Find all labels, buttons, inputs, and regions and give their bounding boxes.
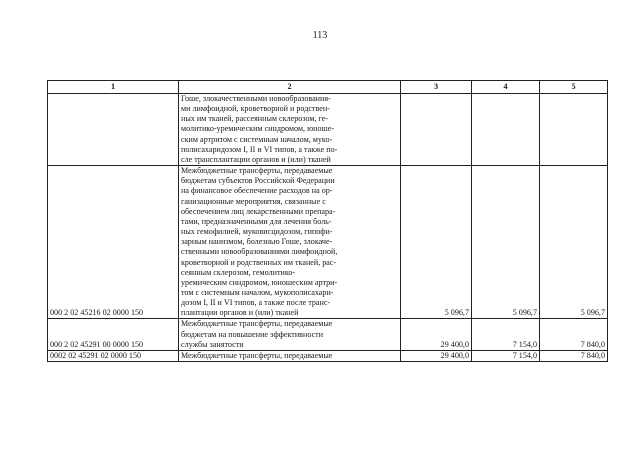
amount-col4: 5 096,7 <box>472 166 540 319</box>
name-line: ственными новообразованиями лимфоидной, <box>181 247 338 257</box>
table-header-row <box>48 81 608 94</box>
name-line: том с системным началом, мукополисахари- <box>181 287 334 297</box>
amount-col4: 7 154,0 <box>472 350 540 361</box>
name-line: полисахаридозом I, II и VI типов, а также по- <box>181 144 338 154</box>
amount-col3 <box>401 94 472 166</box>
name-line: Межбюджетные трансферты, передаваемые <box>181 166 333 176</box>
name-line: службы занятости <box>181 339 244 349</box>
amount-col3: 29 400,0 <box>401 350 472 361</box>
item-name <box>179 350 401 361</box>
column-header: 2 <box>179 81 401 94</box>
name-line: ных гемофилией, муковисцидозом, гипофи- <box>181 227 333 237</box>
column-header: 3 <box>401 81 472 94</box>
name-line: Межбюджетные трансферты, передаваемые <box>181 319 333 329</box>
name-line: тами, предназначенными для лечения боль- <box>181 216 332 226</box>
table-row <box>48 166 608 319</box>
item-name <box>179 166 401 319</box>
name-line: зарным нанизмом, болезнью Гоше, злокаче- <box>181 237 333 247</box>
name-line: сеянным склерозом, гемолитико- <box>181 267 296 277</box>
name-line: обеспечением лиц лекарственными препара- <box>181 206 336 216</box>
amount-col5 <box>540 94 608 166</box>
name-line: ми лимфоидной, кроветворной и родствен- <box>181 104 330 114</box>
classification-code <box>48 94 179 166</box>
name-line: кроветворной и родственных им тканей, рас- <box>181 257 337 267</box>
name-line: на финансовое обеспечение расходов на ор- <box>181 186 333 196</box>
name-line: плантации органов и (или) тканей <box>181 308 299 318</box>
page-number: 113 <box>312 30 328 41</box>
amount-col4: 7 154,0 <box>472 319 540 350</box>
name-line: бюджетам субъектов Российской Федерации <box>181 176 335 186</box>
classification-code: 000 2 02 45291 00 0000 150 <box>48 319 179 350</box>
amount-col5: 7 840,0 <box>540 319 608 350</box>
amount-col5: 5 096,7 <box>540 166 608 319</box>
name-line: ганизационные мероприятия, связанные с <box>181 196 326 206</box>
name-line: Гоше, злокачественными новообразования- <box>181 94 331 103</box>
classification-code: 0002 02 45291 02 0000 150 <box>48 350 179 361</box>
amount-col3: 29 400,0 <box>401 319 472 350</box>
budget-table <box>47 80 608 362</box>
table-row <box>48 94 608 166</box>
amount-col5: 7 840,0 <box>540 350 608 361</box>
name-line: Межбюджетные трансферты, передаваемые <box>181 350 333 360</box>
amount-col3: 5 096,7 <box>401 166 472 319</box>
column-header: 1 <box>48 81 179 94</box>
table-row <box>48 350 608 361</box>
amount-col4 <box>472 94 540 166</box>
name-line: уремическим синдромом, юношеским артри- <box>181 277 338 287</box>
item-name <box>179 94 401 166</box>
name-line: молитико-уремическим синдромом, юноше- <box>181 124 335 134</box>
name-line: ским артритом с системным началом, муко- <box>181 134 333 144</box>
column-header: 4 <box>472 81 540 94</box>
item-name <box>179 319 401 350</box>
name-line: ных им тканей, рассеянным склерозом, ге- <box>181 114 329 124</box>
name-line: сле трансплантации органов и (или) тканей <box>181 154 331 164</box>
classification-code: 000 2 02 45216 02 0000 150 <box>48 166 179 319</box>
name-line: дозом I, II и VI типов, а также после транс- <box>181 298 331 308</box>
table-row <box>48 319 608 350</box>
column-header: 5 <box>540 81 608 94</box>
name-line: бюджетам на повышение эффективности <box>181 329 324 339</box>
